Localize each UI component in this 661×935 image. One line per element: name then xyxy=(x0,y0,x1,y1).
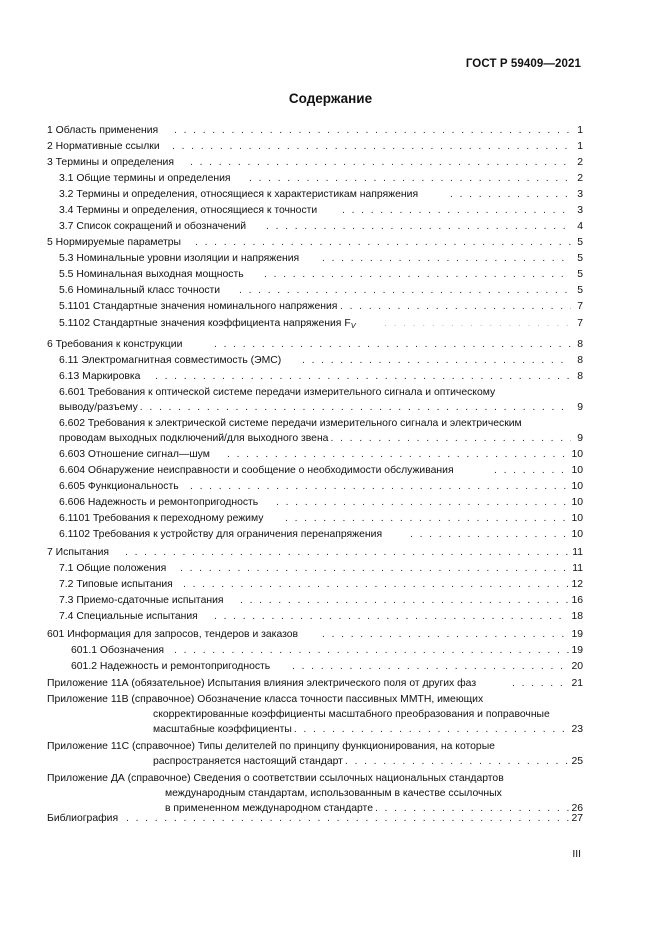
toc-entry[interactable]: 6.601 Требования к оптической системе передачи измерительного сигнала и оптическому выводу/разъему . . . 9 xyxy=(0,385,661,415)
toc-entry[interactable]: Приложение 11В (справочное) Обозначение класса точности пассивных ММТН, имеющих скорректированные коэффициенты масштабного преобразования и поправочные масштабные коэффициенты . . . 23 xyxy=(0,692,661,738)
document-page: ГОСТ Р 59409—2021 Содержание 1 Область применения . . . 1 2 Нормативные ссылки . . . 1 3 Термины и определения . . . 2 3.1 Общие термины и определения . . . 2 3.2 Термины и определения, относящиеся к характеристикам напряжения . . . 3 3.4 Термины и определения, относящиеся к точности . . . 3 3.7 Список сокращений и обозначений . . . 4 5 Нормируемые параметры . . . 5 5.3 Номинальные уровни изоляции и напряжения . . . 5 5.5 Номинальная выходная мощность . . . 5 5.6 Номинальный класс точности . . . 5 5.1101 Стандартные значения номинального напряжения . . . 7 5.1102 Стандартные значения коэффициента напряжения $F_V$ . . . 7 6 Требования к конструкции . . . 8 6.11 Электромагнитная совместимость (ЭМС) . . . 8 6.13 Маркировка . . . 8 6.601 Требования к оптической системе передачи измерительного сигнала и оптическому выводу/разъему . . . 9 6.602 Требования к электрической системе передачи измерительного сигнала и электрическим проводам выходных подключений/для выходного звена . . . 9 6.603 Отношение сигнал—шум . . . 10 6.604 Обнаружение неисправности и сообщение о необходимости обслуживания . . . 10 6.605 Функциональность . . . 10 6.606 Надежность и ремонтопригодность . . . 10 6.1101 Требования к переходному режиму . . . 10 6.1102 Требования к устройству для ограничения перенапряжения . . . 10 7 Испытания . . . 11 7.1 Общие положения . . . 11 7.2 Типовые испытания . . . 12 7.3 Приемо-сдаточные испытания . . . 16 7.4 Специальные испытания . . . 18 601 Информация для запросов, тендеров и заказов . . . 19 601.1 Обозначения . . . 19 601.2 Надежность и ремонтопригодность . . . 20 Приложение 11А (обязательное) Испытания влияния электрического поля от других фаз . . . 21 Приложение 11В (справочное) Обозначение класса точности пассивных ММТН, имеющих скорректированные коэффициенты масштабного преобразования и поправочные масштабные коэффициенты . . . 23 Приложение 11С (справочное) Типы делителей по принципу функционирования, на которые распространяется настоящий стандарт . . . 25 Приложение ДА (справочное) Сведения о соответствии ссылочных национальных стандартов международным стандартам, использованным в качестве ссылочных в примененном международном стандарте . . . 26 Библиография . . . 27 III xyxy=(0,0,661,935)
toc-entry[interactable]: 6.602 Требования к электрической системе передачи измерительного сигнала и электрическим проводам выходных подключений/для выходного звена . . . 9 xyxy=(0,416,661,446)
toc-title: Содержание xyxy=(288,91,373,106)
standard-code: ГОСТ Р 59409—2021 xyxy=(465,58,581,70)
page-number: III xyxy=(572,849,581,860)
toc-entry[interactable]: Приложение 11С (справочное) Типы делителей по принципу функционирования, на которые распространяется настоящий стандарт . . . 25 xyxy=(0,739,661,769)
toc-entry[interactable]: Приложение ДА (справочное) Сведения о соответствии ссылочных национальных стандартов международным стандартам, использованным в качестве ссылочных в примененном международном стандарте . . . 26 xyxy=(0,771,661,817)
